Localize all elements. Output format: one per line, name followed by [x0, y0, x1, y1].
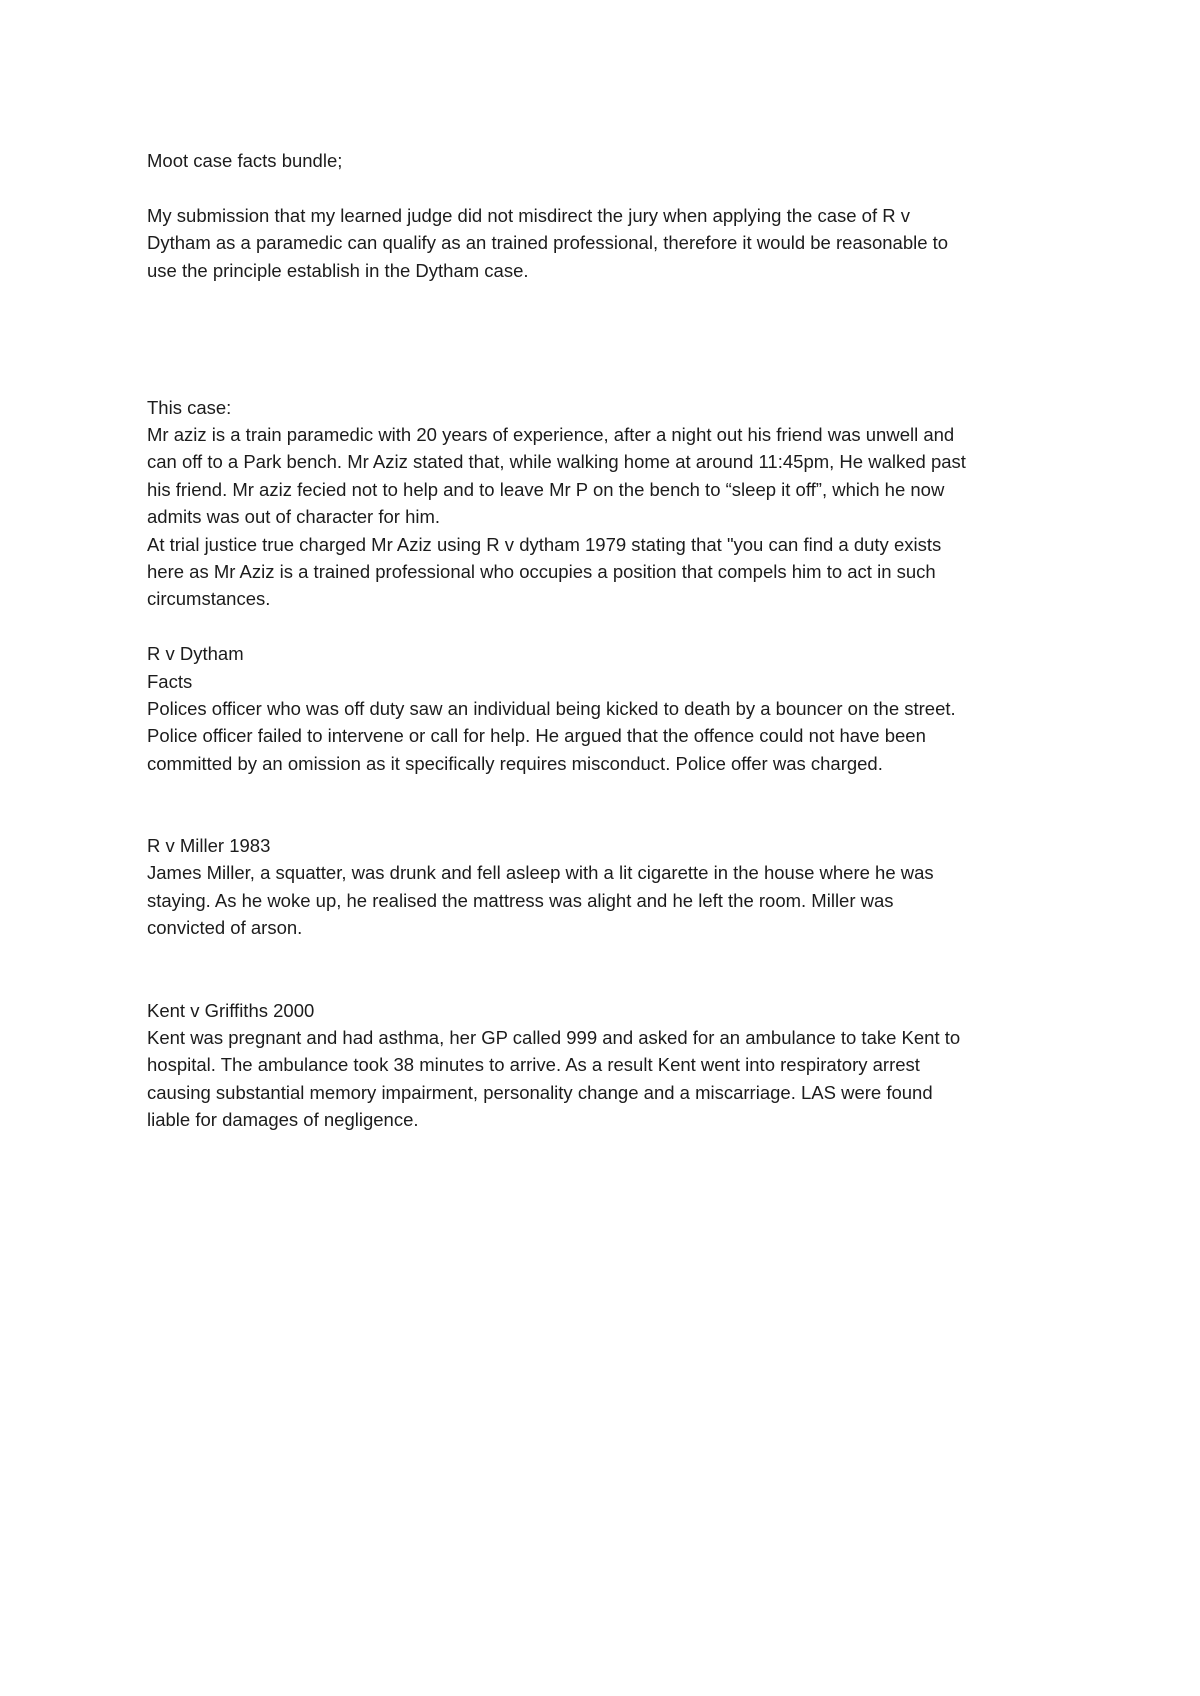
spacer [147, 942, 1077, 997]
dytham-subheading: Facts [147, 670, 193, 692]
this-case-line: circumstances. [147, 588, 271, 610]
kent-line: causing substantial memory impairment, personality change and a miscarriage. LAS were found [147, 1081, 933, 1103]
miller-section [147, 832, 1077, 942]
spacer [147, 613, 1077, 640]
spacer [147, 174, 1077, 201]
spacer [147, 284, 1077, 394]
kent-line: liable for damages of negligence. [147, 1109, 419, 1131]
miller-heading: R v Miller 1983 [147, 835, 271, 857]
document-body [147, 147, 1077, 1134]
this-case-line: Mr aziz is a train paramedic with 20 years of experience, after a night out his friend was unwell and [147, 424, 955, 446]
submission-line: use the principle establish in the Dytham case. [147, 259, 529, 281]
dytham-line: Polices officer who was off duty saw an individual being kicked to death by a bouncer on the street. [147, 698, 956, 720]
dytham-line: committed by an omission as it specifically requires misconduct. Police offer was charged. [147, 752, 883, 774]
kent-line: Kent was pregnant and had asthma, her GP called 999 and asked for an ambulance to take Kent to [147, 1026, 961, 1048]
submission-line: My submission that my learned judge did not misdirect the jury when applying the case of R v [147, 204, 910, 226]
this-case-line: his friend. Mr aziz fecied not to help and to leave Mr P on the bench to “sleep it off”, which he now [147, 478, 945, 500]
kent-line: hospital. The ambulance took 38 minutes to arrive. As a result Kent went into respiratory arrest [147, 1054, 920, 1076]
submission-paragraph [147, 202, 1077, 284]
spacer [147, 777, 1077, 832]
kent-section [147, 997, 1077, 1134]
miller-line: staying. As he woke up, he realised the mattress was alight and he left the room. Miller was [147, 889, 894, 911]
this-case-line: At trial justice true charged Mr Aziz using R v dytham 1979 stating that "you can find a duty exists [147, 533, 942, 555]
kent-heading: Kent v Griffiths 2000 [147, 999, 315, 1021]
submission-line: Dytham as a paramedic can qualify as an trained professional, therefore it would be reasonable to [147, 232, 949, 254]
dytham-section [147, 640, 1077, 777]
this-case-line: here as Mr Aziz is a trained professional who occupies a position that compels him to act in such [147, 561, 936, 583]
dytham-line: Police officer failed to intervene or call for help. He argued that the offence could not have been [147, 725, 926, 747]
document-title: Moot case facts bundle; [147, 150, 343, 171]
this-case-line: admits was out of character for him. [147, 506, 441, 528]
miller-line: convicted of arson. [147, 917, 303, 939]
dytham-heading: R v Dytham [147, 643, 244, 665]
this-case-section [147, 394, 1077, 613]
miller-line: James Miller, a squatter, was drunk and fell asleep with a lit cigarette in the house where he was [147, 862, 934, 884]
this-case-heading: This case: [147, 396, 232, 418]
this-case-line: can off to a Park bench. Mr Aziz stated that, while walking home at around 11:45pm, He walked past [147, 451, 966, 473]
